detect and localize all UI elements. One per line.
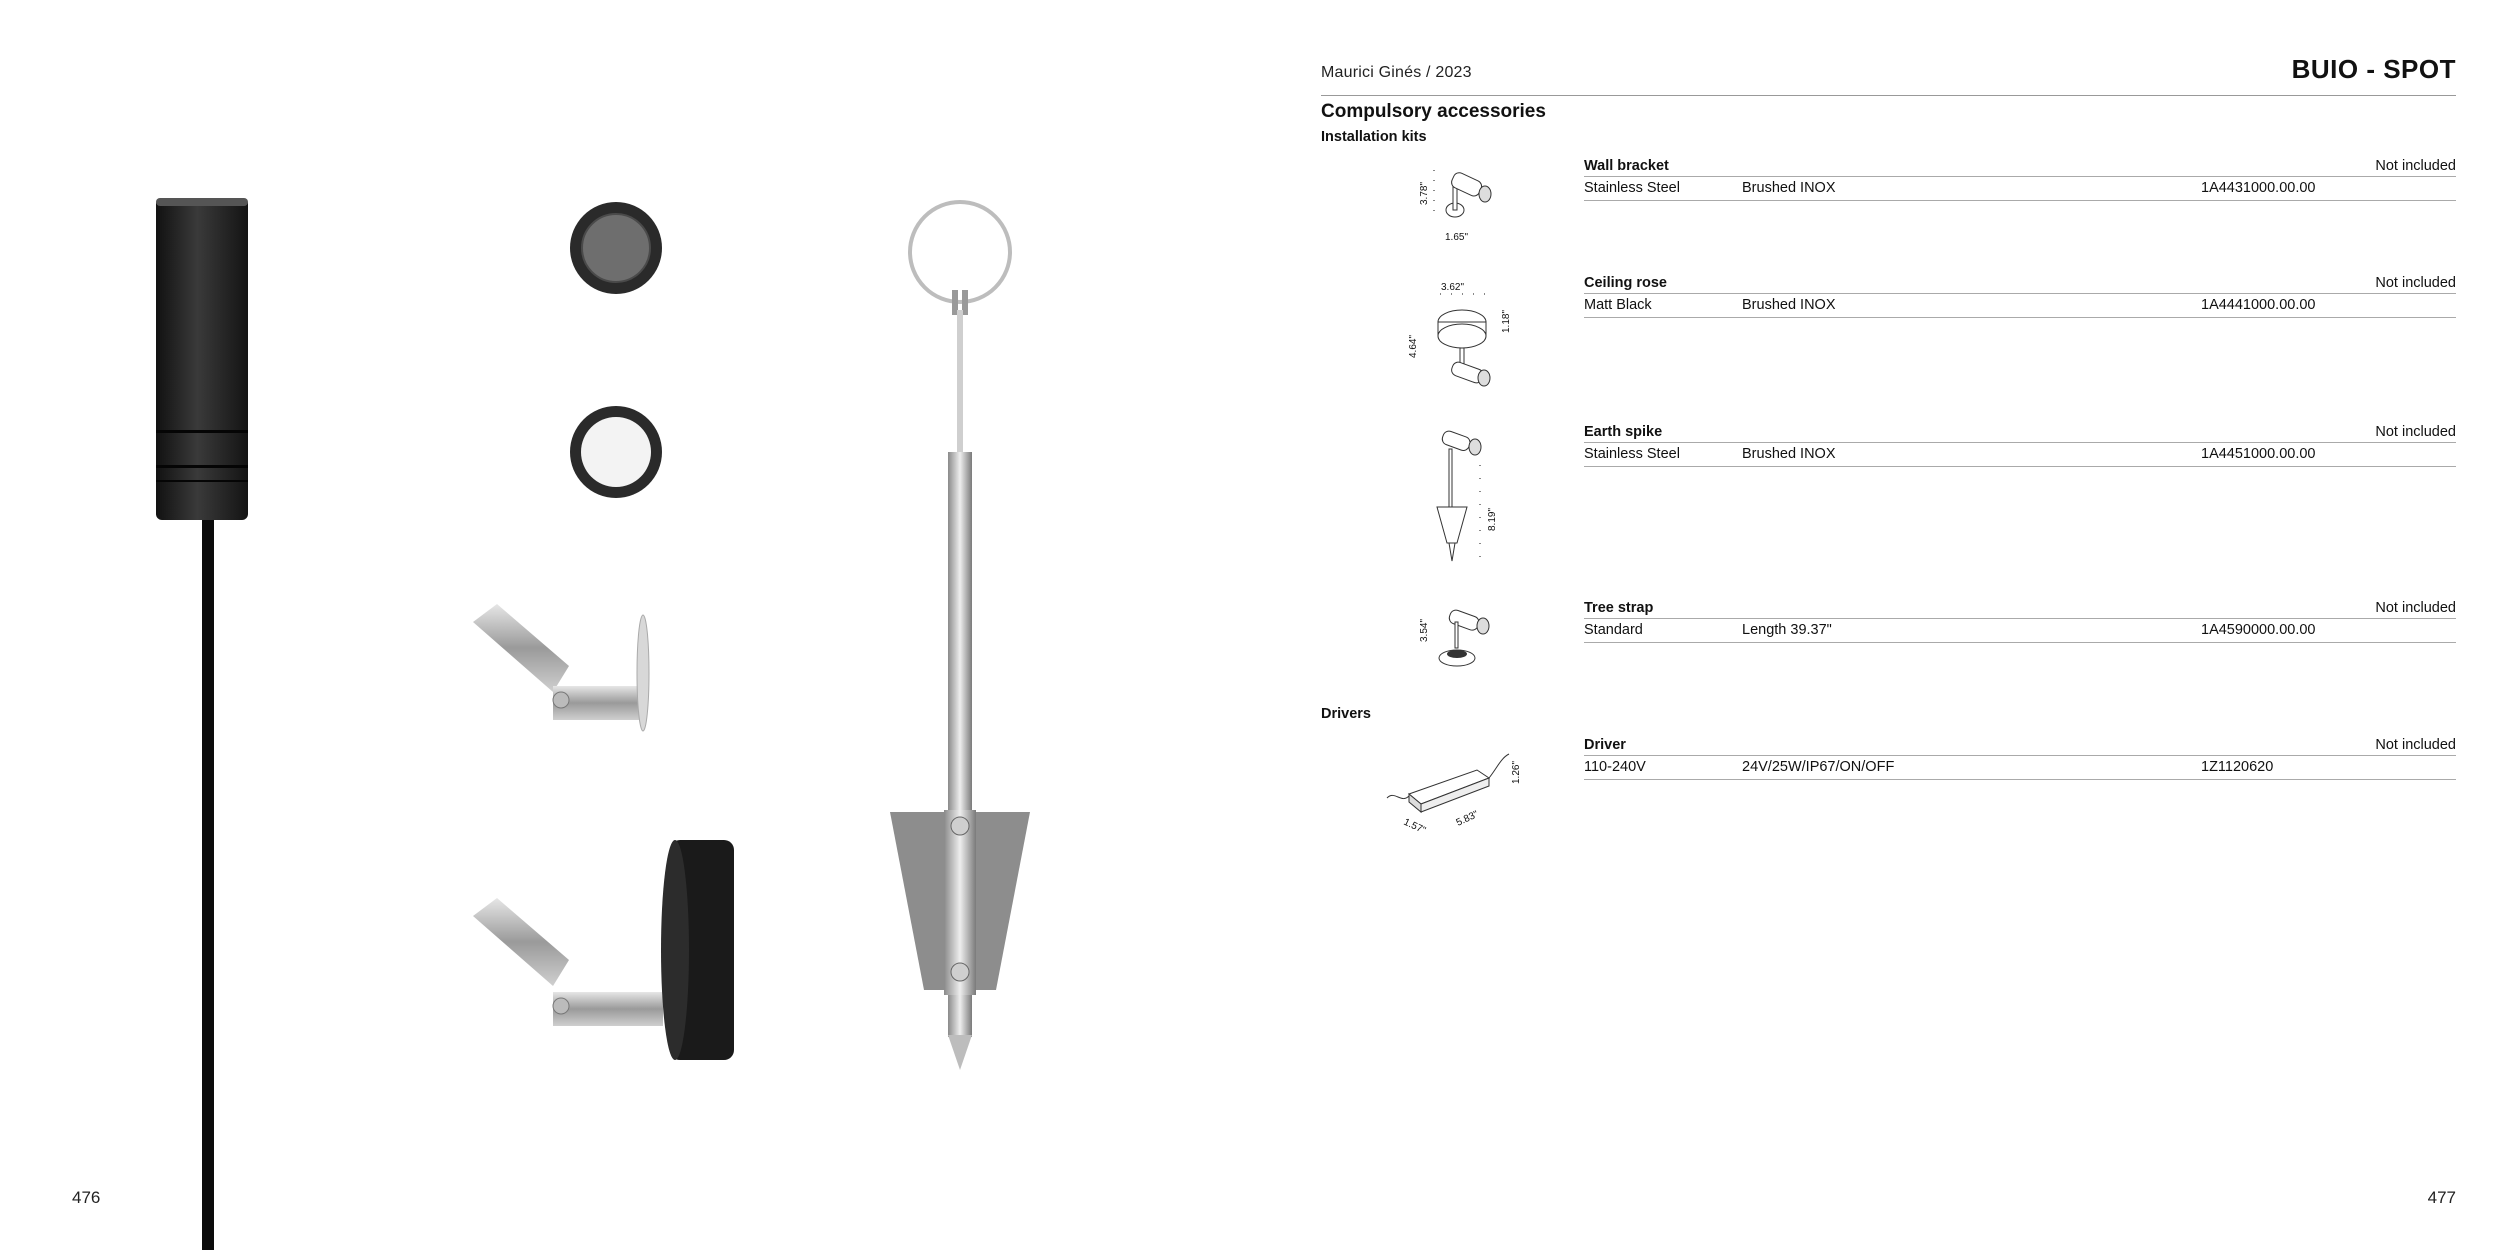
accessory-description: Length 39.37" — [1742, 622, 1832, 638]
section-title: Compulsory accessories — [1321, 101, 1546, 122]
accessory-description: Brushed INOX — [1742, 446, 1836, 462]
accessory-code: 1A4431000.00.00 — [2201, 180, 2316, 196]
accessory-code: 1Z1120620 — [2201, 759, 2274, 775]
accessory-name: Tree strap — [1584, 600, 1654, 616]
accessory-code: 1A4451000.00.00 — [2201, 446, 2316, 462]
accessory-finish: Standard — [1584, 622, 1643, 638]
accessory-description: Brushed INOX — [1742, 180, 1836, 196]
right-page — [1250, 0, 2500, 1250]
dim-label: 1.57" — [1401, 816, 1428, 837]
spot-luminaire-photo — [150, 190, 260, 1250]
accessory-finish: Stainless Steel — [1584, 180, 1680, 196]
dim-label: 1.18" — [1501, 309, 1512, 333]
dim-label: 1.65" — [1445, 232, 1469, 243]
dim-label: 3.78" — [1419, 181, 1430, 205]
accessory-code: 1A4590000.00.00 — [2201, 622, 2316, 638]
tree-strap-drawing — [1405, 600, 1515, 680]
wall-bracket-drawing — [1405, 160, 1515, 250]
accessory-status: Not included — [2375, 275, 2456, 291]
accessory-status: Not included — [2375, 600, 2456, 616]
accessory-finish: 110-240V — [1584, 759, 1646, 775]
frosted-lens-photo — [568, 404, 664, 500]
earth-spike-drawing — [1415, 425, 1515, 570]
accessory-row — [1584, 443, 2456, 467]
accessory-earth-spike — [1584, 422, 2456, 467]
earth-spike-photo — [880, 190, 1040, 1070]
dim-label: 3.62" — [1441, 282, 1465, 293]
accessory-description: 24V/25W/IP67/ON/OFF — [1742, 759, 1895, 775]
ceiling-rose-photo — [465, 840, 745, 1070]
accessory-row — [1584, 294, 2456, 318]
dim-label: 8.19" — [1487, 507, 1498, 531]
group-title-drivers: Drivers — [1321, 706, 1371, 722]
honeycomb-lens-photo — [568, 200, 664, 296]
accessory-tree-strap — [1584, 598, 2456, 643]
accessory-status: Not included — [2375, 737, 2456, 753]
accessory-status: Not included — [2375, 158, 2456, 174]
accessory-ceiling-rose — [1584, 273, 2456, 318]
dim-label: 4.64" — [1408, 334, 1419, 358]
wall-bracket-photo — [465, 600, 685, 740]
accessory-name: Ceiling rose — [1584, 275, 1667, 291]
accessory-description: Brushed INOX — [1742, 297, 1836, 313]
page-number-right: 477 — [2427, 1188, 2456, 1207]
accessory-name: Driver — [1584, 737, 1626, 753]
accessory-code: 1A4441000.00.00 — [2201, 297, 2316, 313]
dim-label: 5.83" — [1454, 809, 1481, 829]
product-title: BUIO - SPOT — [2291, 54, 2456, 84]
accessory-status: Not included — [2375, 424, 2456, 440]
group-title-installation-kits: Installation kits — [1321, 129, 1427, 145]
author-year: Maurici Ginés / 2023 — [1321, 64, 1472, 81]
dim-label: 3.54" — [1419, 618, 1430, 642]
accessory-row — [1584, 756, 2456, 780]
accessory-name: Earth spike — [1584, 424, 1663, 440]
accessory-name: Wall bracket — [1584, 158, 1669, 174]
accessory-wall-bracket — [1584, 156, 2456, 201]
ceiling-rose-drawing — [1400, 278, 1520, 393]
dim-label: 1.26" — [1511, 760, 1522, 784]
accessory-row — [1584, 177, 2456, 201]
accessory-driver — [1584, 735, 2456, 780]
accessory-finish: Matt Black — [1584, 297, 1652, 313]
accessory-finish: Stainless Steel — [1584, 446, 1680, 462]
accessory-row — [1584, 619, 2456, 643]
driver-drawing — [1385, 738, 1525, 838]
header-rule — [1321, 95, 2456, 96]
page-number-left: 476 — [72, 1188, 101, 1207]
